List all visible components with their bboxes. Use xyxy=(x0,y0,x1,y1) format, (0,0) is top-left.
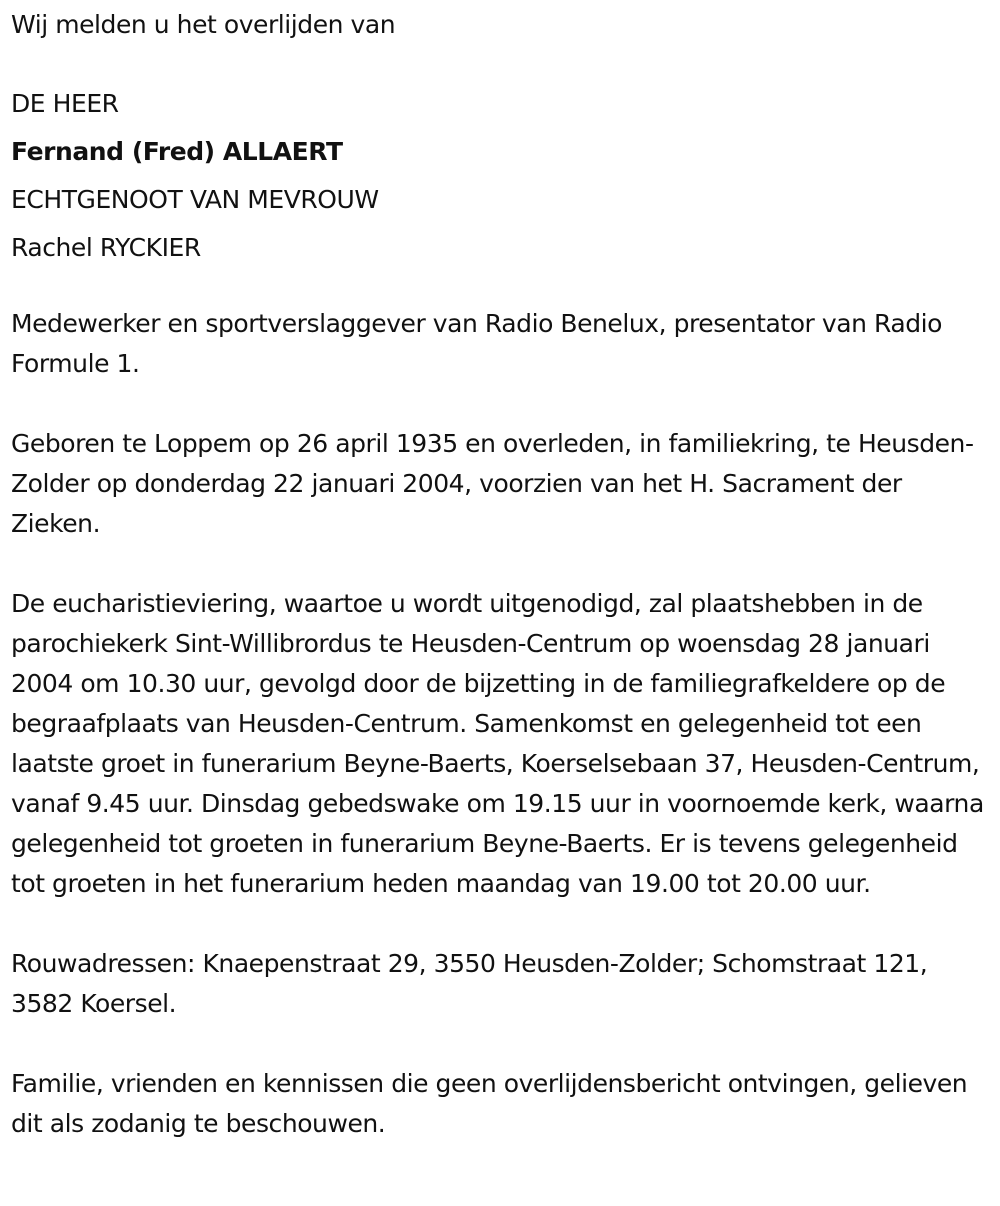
occupation-paragraph: Medewerker en sportverslaggever van Radio Benelux, presentator van Radio Formule 1. xyxy=(11,309,942,378)
spacer xyxy=(11,1024,986,1064)
intro-text: Wij melden u het overlijden van xyxy=(11,10,396,39)
spacer xyxy=(11,544,986,584)
obituary-notice xyxy=(11,0,986,1144)
honorific: DE HEER xyxy=(11,89,119,118)
closing-paragraph: Familie, vrienden en kennissen die geen overlijdensbericht ontvingen, gelieven dit als zodanig te beschouwen. xyxy=(11,1069,968,1138)
birth-death-paragraph: Geboren te Loppem op 26 april 1935 en overleden, in familiekring, te Heusden-Zolder op donderdag 22 januari 2004, voorzien van het H. Sacrament der Zieken. xyxy=(11,429,974,538)
spacer xyxy=(11,904,986,944)
spacer xyxy=(11,384,986,424)
ceremony-paragraph: De eucharistieviering, waartoe u wordt uitgenodigd, zal plaatshebben in de parochiekerk Sint-Willibrordus te Heusden-Centrum op woensdag 28 januari 2004 om 10.30 uur, gevolgd door de bijzetting in de familiegrafkeldere op de begraafplaats van Heusden-Centrum. Samenkomst en gelegenheid tot een laatste groet in funerarium Beyne-Baerts, Koerselsebaan 37, Heusden-Centrum, vanaf 9.45 uur. Dinsdag gebedswake om 19.15 uur in voornoemde kerk, waarna gelegenheid tot groeten in funerarium Beyne-Baerts. Er is tevens gelegenheid tot groeten in het funerarium heden maandag van 19.00 tot 20.00 uur. xyxy=(11,589,984,898)
spacer xyxy=(11,272,986,304)
deceased-name: Fernand (Fred) ALLAERT xyxy=(11,137,343,166)
spacer xyxy=(11,50,986,80)
spouse-name: Rachel RYCKIER xyxy=(11,233,201,262)
spouse-label: ECHTGENOOT VAN MEVROUW xyxy=(11,185,379,214)
mourning-addresses: Rouwadressen: Knaepenstraat 29, 3550 Heusden-Zolder; Schomstraat 121, 3582 Koersel. xyxy=(11,949,928,1018)
